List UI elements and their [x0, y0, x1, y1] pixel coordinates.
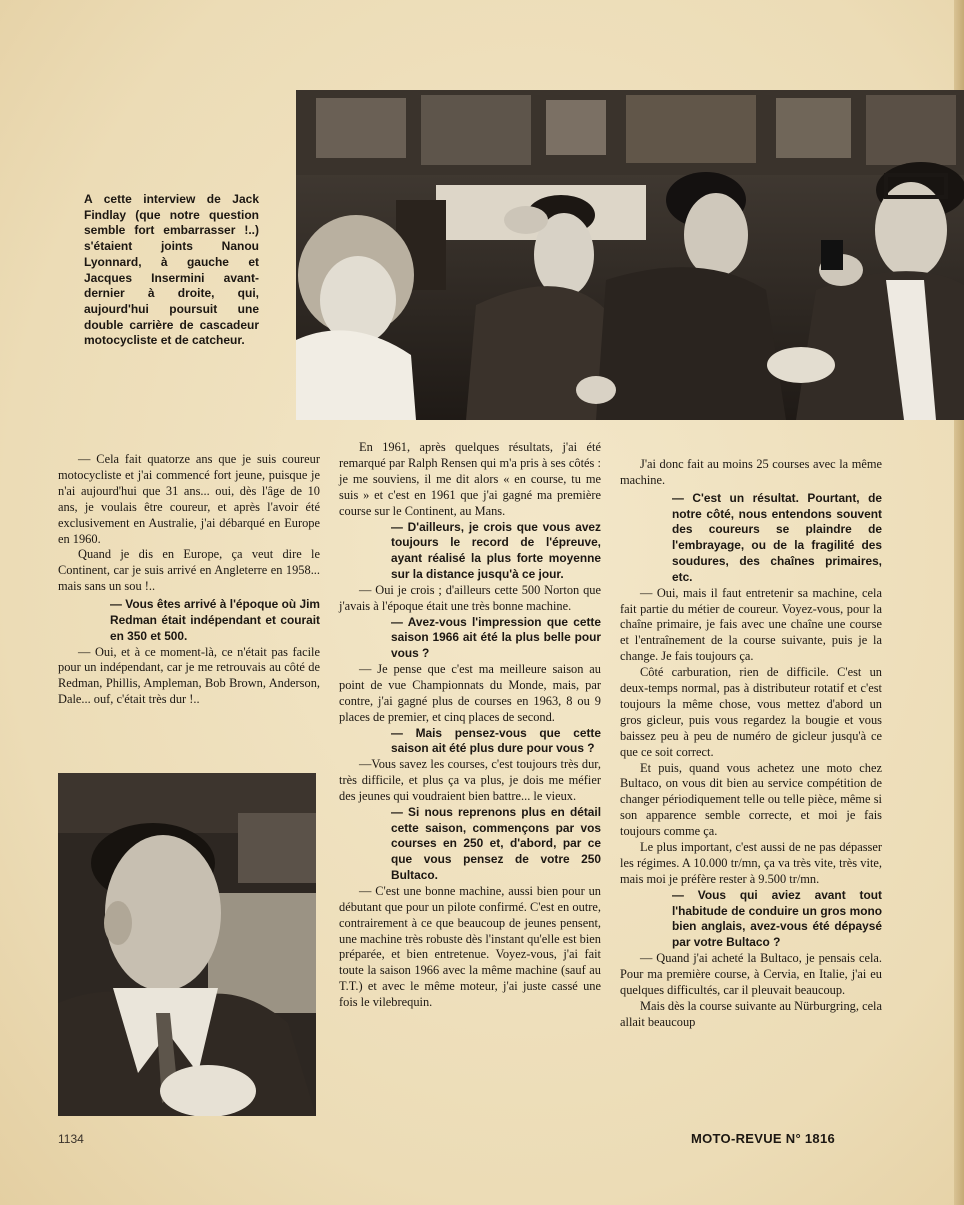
answer-paragraph: Mais dès la course suivante au Nürburgring, cela allait beaucoup — [620, 998, 883, 1029]
answer-paragraph: — Quand j'ai acheté la Bultaco, je pensais cela. Pour ma première course, à Cervia, en Italie, j'ai eu quelques difficultés, car il pleuvait beaucoup. — [620, 951, 882, 997]
photo-caption: A cette interview de Jack Findlay (que notre question semble fort embarrasser !..) s'étaient joints Nanou Lyonnard, à gauche et Jacques Insermini avant-dernier à droite, qui, aujourd'hui poursuit une double carrière de cascadeur motocycliste et de catcheur. — [84, 192, 259, 348]
answer-paragraph: — Je pense que c'est ma meilleure saison au point de vue Championnats du Monde, mais, par contre, j'ai gagné plus de courses en 1963, 8 ou 9 places de premier, et cinq places de second. — [339, 661, 601, 724]
answer-paragraph: Quand je dis en Europe, ça veut dire le Continent, car je suis arrivé en Angleterre en 1958... mais sans un sou !.. — [58, 547, 320, 594]
question-paragraph: — D'ailleurs, je crois que vous avez toujours le record de l'épreuve, ayant réalisé la plus forte moyenne sur la distance jusqu'à ce jour. — [391, 519, 601, 581]
question-paragraph: — C'est un résultat. Pourtant, de notre côté, nous entendons souvent des coureurs se plaindre de l'embrayage, ou de la fragilité des soudures, des chaînes primaires, etc. — [672, 490, 882, 584]
question-paragraph: — Si nous reprenons plus en détail cette saison, commençons par vos courses en 250 et, d'abord, par ce que vous pensez de votre 250 Bultaco. — [391, 804, 601, 883]
answer-paragraph: — Cela fait quatorze ans que je suis coureur motocycliste et j'ai commencé fort jeune, puisque je n'ai aujourd'hui que 31 ans... oui, dès l'âge de 10 ans, je voulais être coureur, et après l'avoir été exclusivement en Australie, j'ai débarqué en Europe en 1960. — [58, 452, 320, 546]
group-photo — [296, 90, 964, 420]
answer-paragraph: —Vous savez les courses, c'est toujours très dur, très difficile, et plus ça va plus, je dois me méfier des jeunes qui voudraient bien battre... le vieux. — [339, 757, 601, 803]
answer-paragraph: En 1961, après quelques résultats, j'ai été remarqué par Ralph Rensen qui m'a pris à ses côtés : je me souviens, il me dit alors « en course, tu me suis » et c'est en 1961 que j'ai gagné ma première course sur le Continent, au Mans. — [339, 440, 601, 518]
magazine-footer: MOTO-REVUE N° 1816 — [691, 1131, 836, 1146]
question-paragraph: — Vous qui aviez avant tout l'habitude de conduire un gros mono bien anglais, avez-vous été dépaysé par votre Bultaco ? — [672, 887, 882, 950]
answer-paragraph: J'ai donc fait au moins 25 courses avec la même machine. — [620, 457, 882, 487]
question-paragraph: — Avez-vous l'impression que cette saison 1966 ait été la plus belle pour vous ? — [391, 614, 601, 661]
portrait-photo — [58, 773, 316, 1116]
question-paragraph: — Mais pensez-vous que cette saison ait été plus dure pour vous ? — [391, 725, 601, 756]
answer-paragraph: — Oui, et à ce moment-là, ce n'était pas facile pour un indépendant, car je me retrouvais au côté de Redman, Phillis, Ampleman, Bob Brown, Anderson, Dale... ouf, c'était très dur !.. — [58, 644, 320, 707]
answer-paragraph: — Oui, mais il faut entretenir sa machine, cela fait partie du métier de coureur. Voyez-vous, pour la chaîne primaire, je fais avec une chaîne une course et l'entraînement de la course suivante, puis je la change. Je fais toujours ça. — [620, 585, 882, 664]
answer-paragraph: Le plus important, c'est aussi de ne pas dépasser les régimes. A 10.000 tr/mn, ça va très vite, très vite, mais moi je préfère rester à 9.500 tr/mn. — [620, 840, 882, 886]
article-column-3 — [620, 457, 882, 1031]
answer-paragraph: Et puis, quand vous achetez une moto chez Bultaco, on vous dit bien au service compétition de changer périodiquement telle ou telle pièce, même si son apparence semble correcte, et moi je fais toujours comme ça. — [620, 760, 882, 839]
question-paragraph: — Vous êtes arrivé à l'époque où Jim Redman était indépendant et courait en 350 et 500. — [110, 597, 320, 643]
answer-paragraph: — C'est une bonne machine, aussi bien pour un débutant que pour un pilote confirmé. C'est en outre, contrairement à ce que beaucoup de jeunes pensent, une machine très robuste dès l'instant qu'elle est bien préparée, et bien entretenue. Voyez-vous, j'ai fait toute la saison 1966 avec la même machine (sauf au T.T.) et avec le même moteur, j'ai juste cassé une fois le vilebrequin. — [339, 883, 601, 1010]
answer-paragraph: Côté carburation, rien de difficile. C'est un deux-temps normal, pas à distributeur rotatif et c'est toujours la même chose, vous mettez d'abord un gros gicleur, puis vous regardez la bougie et vous baissez peu à peu de numéro de gicleur jusqu'à ce que ce soit correct. — [620, 665, 882, 759]
answer-paragraph: — Oui je crois ; d'ailleurs cette 500 Norton que j'avais à l'époque était une très bonne machine. — [339, 582, 601, 613]
page-number: 1134 — [58, 1132, 84, 1146]
article-column-1 — [58, 452, 320, 708]
article-column-2 — [339, 440, 601, 1011]
